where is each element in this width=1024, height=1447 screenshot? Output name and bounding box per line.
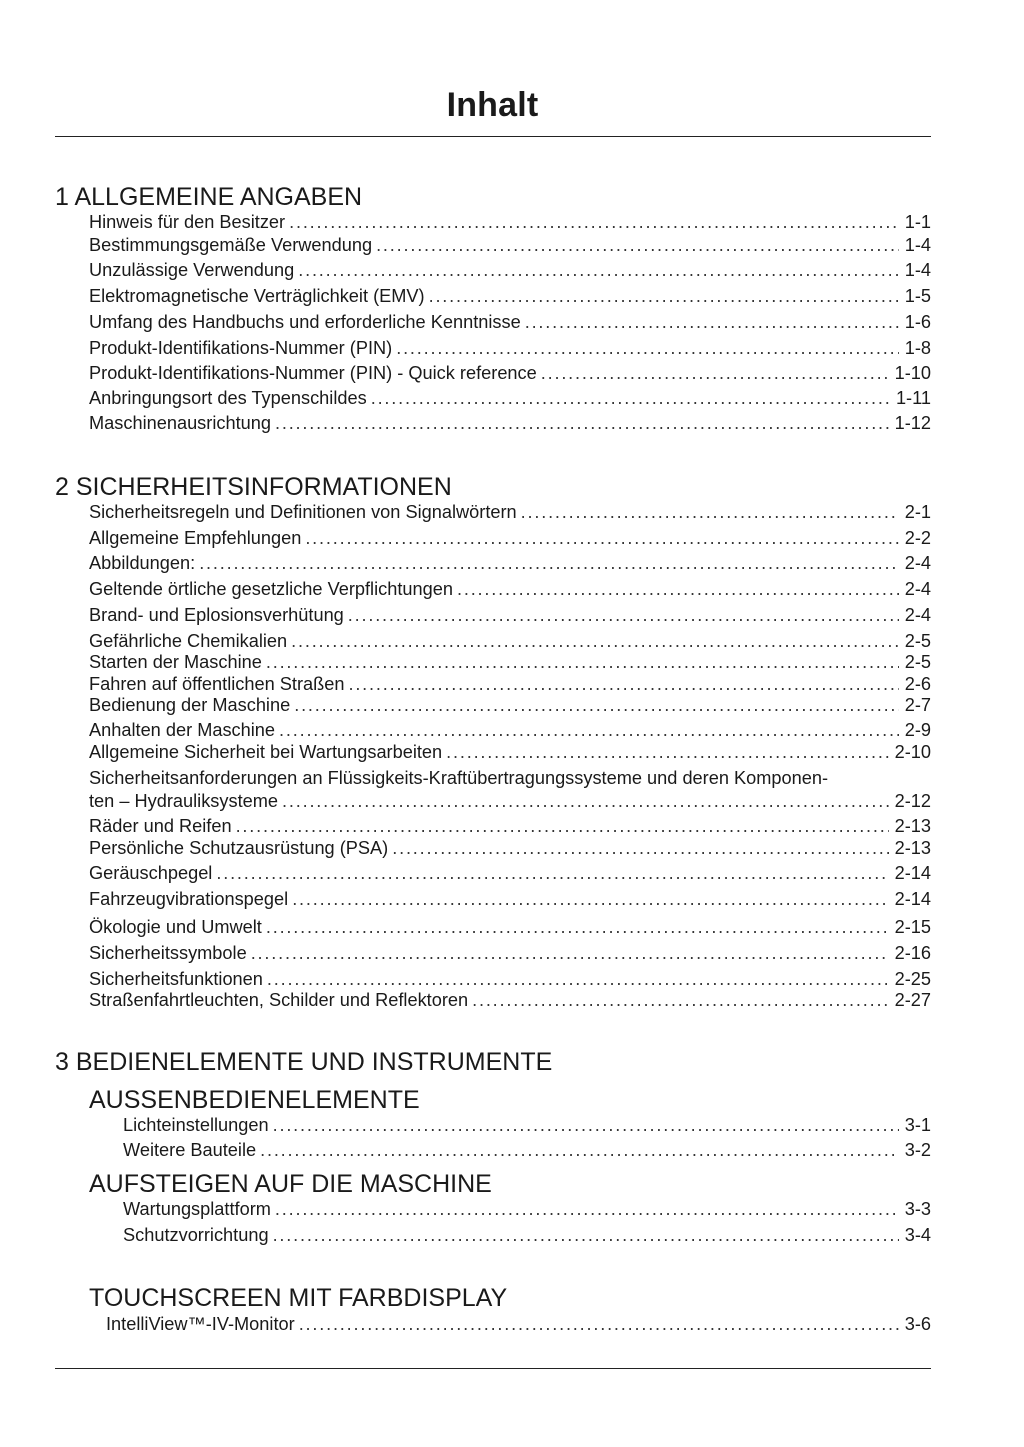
toc-entry[interactable]	[89, 211, 931, 233]
dot-leader	[294, 694, 898, 716]
dot-leader	[525, 311, 899, 333]
page-title: Inhalt	[446, 86, 539, 124]
toc-entry[interactable]	[89, 837, 931, 859]
dot-leader	[251, 942, 889, 964]
toc-entry[interactable]	[89, 989, 931, 1011]
toc-entry-title: Umfang des Handbuchs und erforderliche Kenntnisse	[89, 312, 521, 332]
toc-entry-page: 2-4	[904, 553, 931, 573]
toc-entry[interactable]	[89, 552, 931, 574]
toc-entry[interactable]	[89, 412, 931, 434]
toc-entry-page: 2-12	[894, 791, 931, 811]
toc-entry-title: Produkt-Identifikations-Nummer (PIN) - Quick reference	[89, 363, 537, 383]
toc-entry-page: 3-2	[904, 1140, 931, 1160]
toc-entry-page: 2-4	[904, 605, 931, 625]
toc-entry-page: 2-13	[894, 838, 931, 858]
dot-leader	[305, 527, 898, 549]
toc-entry-title: Lichteinstellungen	[123, 1115, 269, 1135]
dot-leader	[273, 1114, 899, 1136]
dot-leader	[282, 790, 889, 812]
dot-leader	[275, 412, 889, 434]
toc-entry-title: Geräuschpegel	[89, 863, 213, 883]
dot-leader	[446, 741, 888, 763]
toc-entry-page: 2-5	[904, 652, 931, 672]
section-title: AUSSENBEDIENELEMENTE	[89, 1086, 420, 1114]
dot-leader	[371, 387, 890, 409]
toc-entry-title: Gefährliche Chemikalien	[89, 631, 288, 651]
toc-entry-title: Anbringungsort des Typenschildes	[89, 388, 367, 408]
dot-leader	[348, 604, 899, 626]
toc-entry[interactable]	[89, 888, 931, 910]
dot-leader	[266, 916, 889, 938]
toc-entry-page: 2-5	[904, 631, 931, 651]
toc-entry-page: 1-4	[904, 260, 931, 280]
toc-entry-page: 1-11	[895, 388, 931, 408]
toc-entry[interactable]	[89, 694, 931, 716]
toc-entry-page: 1-10	[894, 363, 931, 383]
toc-entry[interactable]	[89, 311, 931, 333]
toc-entry[interactable]	[106, 1313, 931, 1335]
toc-entry-title: Sicherheitssymbole	[89, 943, 247, 963]
toc-entry[interactable]	[89, 719, 931, 741]
toc-entry-page: 3-1	[904, 1115, 931, 1135]
toc-entry-title: Geltende örtliche gesetzliche Verpflichtungen	[89, 579, 453, 599]
toc-entry[interactable]	[89, 234, 931, 256]
toc-entry-title: Persönliche Schutzausrüstung (PSA)	[89, 838, 389, 858]
toc-entry-page: 1-6	[904, 312, 931, 332]
toc-entry-title: Brand- und Eplosionsverhütung	[89, 605, 344, 625]
dot-leader	[299, 1313, 899, 1335]
dot-leader	[291, 630, 899, 652]
toc-entry[interactable]	[89, 604, 931, 626]
dot-leader	[289, 211, 899, 233]
dot-leader	[298, 259, 898, 281]
chapter-3-title: 3 BEDIENELEMENTE UND INSTRUMENTE	[55, 1048, 553, 1076]
section-title: TOUCHSCREEN MIT FARBDISPLAY	[89, 1284, 508, 1312]
toc-entry[interactable]	[89, 862, 931, 884]
toc-entry-page: 1-8	[904, 338, 931, 358]
toc-entry-page: 2-2	[904, 528, 931, 548]
toc-entry-page: 3-6	[904, 1314, 931, 1334]
toc-entry-title: IntelliView™-IV-Monitor	[106, 1314, 295, 1334]
toc-entry[interactable]	[89, 337, 931, 359]
bottom-divider	[55, 1368, 931, 1369]
toc-entry[interactable]	[89, 259, 931, 281]
toc-entry-page: 3-3	[904, 1199, 931, 1219]
toc-entry-page: 2-4	[904, 579, 931, 599]
toc-entry-page: 2-15	[894, 917, 931, 937]
toc-entry-page: 2-7	[904, 695, 931, 715]
toc-entry-page: 1-12	[894, 413, 931, 433]
toc-entry-page: 2-16	[894, 943, 931, 963]
toc-entry-title: Elektromagnetische Verträglichkeit (EMV)	[89, 286, 425, 306]
toc-entry-page: 2-14	[894, 863, 931, 883]
toc-entry-title: Allgemeine Sicherheit bei Wartungsarbeiten	[89, 742, 443, 762]
dot-leader	[292, 888, 888, 910]
toc-entry-title: Schutzvorrichtung	[123, 1225, 269, 1245]
toc-entry-title: Sicherheitsregeln und Definitionen von Signalwörtern	[89, 502, 517, 522]
toc-entry-page: 2-9	[904, 720, 931, 740]
section-title: AUFSTEIGEN AUF DIE MASCHINE	[89, 1170, 492, 1198]
dot-leader	[199, 552, 899, 574]
toc-entry-title: Fahrzeugvibrationspegel	[89, 889, 289, 909]
toc-entry-title: Unzulässige Verwendung	[89, 260, 295, 280]
toc-entry-page: 2-27	[894, 990, 931, 1010]
dot-leader	[392, 837, 888, 859]
toc-entry-page: 1-1	[904, 212, 931, 232]
dot-leader	[275, 1198, 899, 1220]
toc-entry[interactable]	[89, 673, 931, 695]
toc-entry-page: 1-4	[904, 235, 931, 255]
toc-entry-page: 2-13	[894, 816, 931, 836]
toc-entry[interactable]	[89, 968, 931, 990]
top-divider	[55, 136, 931, 137]
dot-leader	[216, 862, 888, 884]
toc-entry[interactable]	[123, 1224, 931, 1246]
dot-leader	[266, 651, 899, 673]
toc-entry-page: 1-5	[904, 286, 931, 306]
toc-entry-title-line1[interactable]: Sicherheitsanforderungen an Flüssigkeits-Kraftübertragungssysteme und deren Komponen-	[89, 768, 829, 788]
dot-leader	[396, 337, 898, 359]
toc-entry[interactable]	[89, 741, 931, 763]
toc-entry[interactable]	[123, 1114, 931, 1136]
toc-entry-title: Hinweis für den Besitzer	[89, 212, 286, 232]
toc-entry[interactable]	[89, 651, 931, 673]
toc-entry-title: Wartungsplattform	[123, 1199, 271, 1219]
dot-leader	[260, 1139, 899, 1161]
toc-entry-title: Ökologie und Umwelt	[89, 917, 262, 937]
toc-entry[interactable]	[89, 387, 931, 409]
toc-entry-page: 2-25	[894, 969, 931, 989]
dot-leader	[236, 815, 889, 837]
toc-entry-title: Sicherheitsfunktionen	[89, 969, 263, 989]
toc-entry-page: 2-6	[904, 674, 931, 694]
toc-entry-title: Abbildungen:	[89, 553, 196, 573]
dot-leader	[279, 719, 899, 741]
toc-entry-title: Bedienung der Maschine	[89, 695, 291, 715]
toc-entry-title: Räder und Reifen	[89, 816, 232, 836]
dot-leader	[521, 501, 899, 523]
dot-leader	[273, 1224, 899, 1246]
toc-entry-title: Bestimmungsgemäße Verwendung	[89, 235, 373, 255]
toc-entry-page: 2-14	[894, 889, 931, 909]
dot-leader	[267, 968, 889, 990]
toc-entry[interactable]	[89, 630, 931, 652]
dot-leader	[376, 234, 899, 256]
toc-entry[interactable]	[89, 815, 931, 837]
toc-entry-title: Allgemeine Empfehlungen	[89, 528, 302, 548]
toc-entry-title: ten – Hydrauliksysteme	[89, 791, 279, 811]
toc-entry[interactable]	[89, 942, 931, 964]
toc-entry-page: 2-10	[894, 742, 931, 762]
toc-entry-title: Weitere Bauteile	[123, 1140, 257, 1160]
toc-entry[interactable]	[89, 285, 931, 307]
toc-entry[interactable]	[89, 362, 931, 384]
toc-entry-page: 3-4	[904, 1225, 931, 1245]
toc-entry-title: Straßenfahrtleuchten, Schilder und Reflektoren	[89, 990, 469, 1010]
toc-entry-title: Produkt-Identifikations-Nummer (PIN)	[89, 338, 393, 358]
dot-leader	[348, 673, 898, 695]
toc-entry[interactable]	[123, 1139, 931, 1161]
toc-entry[interactable]	[89, 790, 931, 812]
toc-entry[interactable]	[123, 1198, 931, 1220]
dot-leader	[457, 578, 899, 600]
toc-entry-title: Anhalten der Maschine	[89, 720, 276, 740]
chapter-2-title: 2 SICHERHEITSINFORMATIONEN	[55, 473, 452, 501]
toc-entry-page: 2-1	[904, 502, 931, 522]
chapter-1-title: 1 ALLGEMEINE ANGABEN	[55, 183, 363, 211]
toc-entry[interactable]	[89, 916, 931, 938]
toc-entry-title: Fahren auf öffentlichen Straßen	[89, 674, 345, 694]
dot-leader	[541, 362, 889, 384]
toc-entry-title: Maschinenausrichtung	[89, 413, 271, 433]
toc-entry[interactable]	[89, 501, 931, 523]
toc-entry[interactable]	[89, 578, 931, 600]
dot-leader	[472, 989, 888, 1011]
dot-leader	[429, 285, 899, 307]
toc-entry-title: Starten der Maschine	[89, 652, 262, 672]
toc-entry[interactable]	[89, 527, 931, 549]
